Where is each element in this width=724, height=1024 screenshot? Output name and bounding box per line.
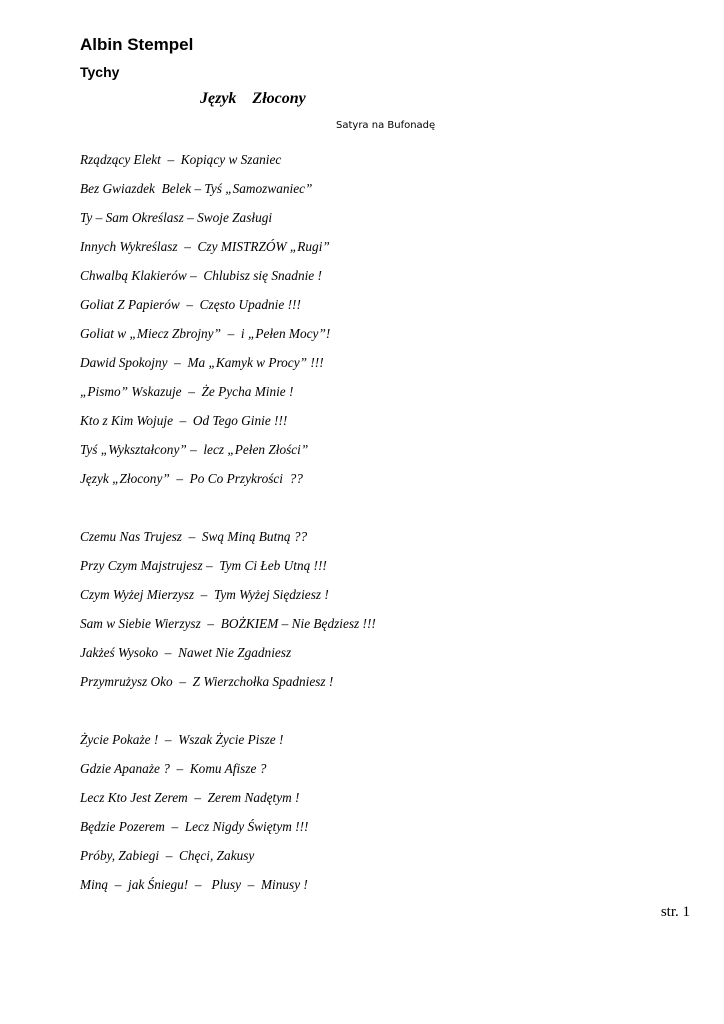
- verse-line: Tyś „Wykształcony” – lecz „Pełen Złości”: [80, 442, 309, 457]
- verse-line: Goliat w „Miecz Zbrojny” – i „Pełen Mocy”!: [80, 326, 331, 341]
- verse-line: Rządzący Elekt – Kopiący w Szaniec: [80, 152, 282, 167]
- verse-line: Chwalbą Klakierów – Chlubisz się Snadnie !: [80, 268, 322, 283]
- verse-line: Przymrużysz Oko – Z Wierzchołka Spadniesz !: [80, 674, 334, 689]
- verse-line: Kto z Kim Wojuje – Od Tego Ginie !!!: [80, 413, 288, 428]
- verse-line: Przy Czym Majstrujesz – Tym Ci Łeb Utną !!!: [80, 558, 327, 573]
- verse-line: Gdzie Apanaże ? – Komu Afisze ?: [80, 761, 267, 776]
- verse-line: Czym Wyżej Mierzysz – Tym Wyżej Siędziesz !: [80, 587, 329, 602]
- verse-line: Czemu Nas Trujesz – Swą Miną Butną ??: [80, 529, 308, 544]
- verse-line: Miną – jak Śniegu! – Plusy – Minusy !: [80, 877, 308, 892]
- page-number: str. 1: [660, 904, 690, 920]
- stanza-1: [80, 152, 330, 500]
- verse-line: Goliat Z Papierów – Często Upadnie !!!: [80, 297, 301, 312]
- poem-title: Język Złocony: [200, 90, 306, 107]
- verse-line: Jakżeś Wysoko – Nawet Nie Zgadniesz: [80, 645, 292, 660]
- verse-line: „Pismo” Wskazuje – Że Pycha Minie !: [80, 384, 294, 399]
- author-city: Tychy: [80, 64, 120, 80]
- verse-line: Ty – Sam Określasz – Swoje Zasługi: [80, 210, 273, 225]
- verse-line: Próby, Zabiegi – Chęci, Zakusy: [80, 848, 255, 863]
- stanza-3: [80, 732, 308, 906]
- verse-line: Język „Złocony” – Po Co Przykrości ??: [80, 471, 303, 486]
- stanza-2: [80, 529, 376, 703]
- verse-line: Innych Wykreślasz – Czy MISTRZÓW „Rugi”: [80, 239, 330, 254]
- poem-subtitle: Satyra na Bufonadę: [336, 120, 436, 131]
- verse-line: Bez Gwiazdek Belek – Tyś „Samozwaniec”: [80, 181, 313, 196]
- verse-line: Będzie Pozerem – Lecz Nigdy Świętym !!!: [80, 819, 309, 834]
- verse-line: Życie Pokaże ! – Wszak Życie Pisze !: [80, 732, 284, 747]
- author-name: Albin Stempel: [80, 35, 194, 54]
- verse-line: Sam w Siebie Wierzysz – BOŻKIEM – Nie Będziesz !!!: [80, 616, 376, 631]
- verse-line: Lecz Kto Jest Zerem – Zerem Nadętym !: [80, 790, 300, 805]
- verse-line: Dawid Spokojny – Ma „Kamyk w Procy” !!!: [80, 355, 324, 370]
